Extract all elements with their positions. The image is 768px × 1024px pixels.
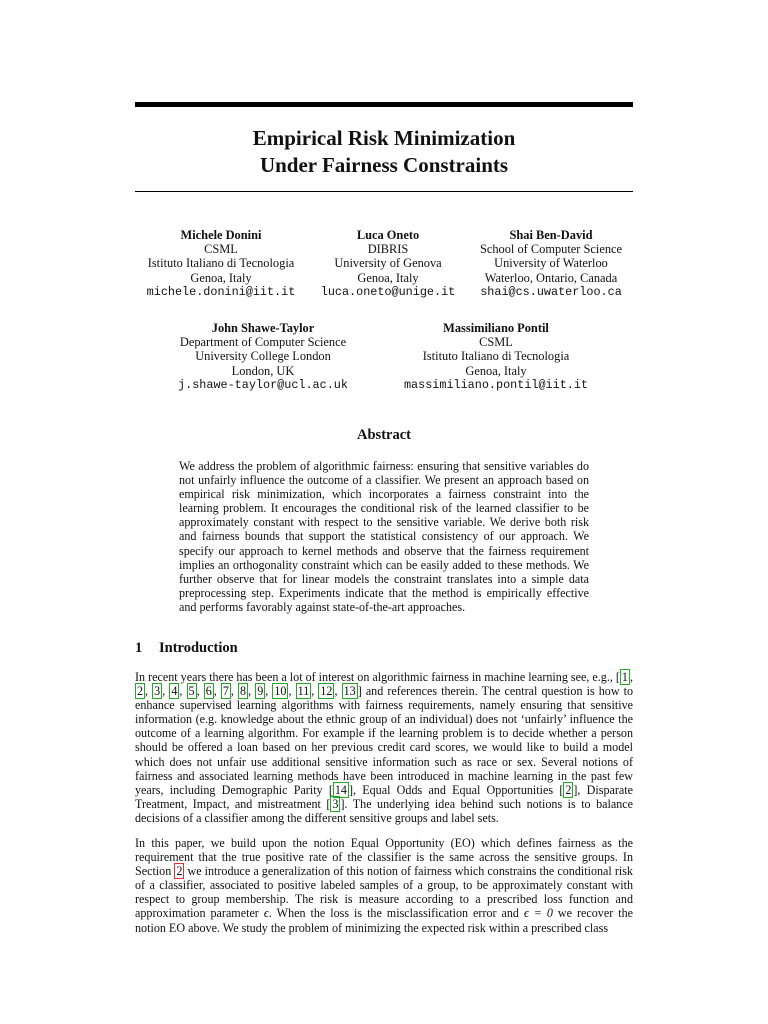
author-email: shai@cs.uwaterloo.ca xyxy=(480,284,622,299)
citation-link[interactable]: 13 xyxy=(343,684,356,699)
author-affiliation: CSML xyxy=(204,242,238,257)
author-affiliation: DIBRIS xyxy=(367,242,409,257)
author-block xyxy=(474,228,628,299)
math-equation: ϵ = 0 xyxy=(523,906,553,921)
paragraph-text: In recent years there has been a lot of interest on algorithmic fairness in machine learning see, e.g., xyxy=(135,670,616,684)
citation-link[interactable]: 6 xyxy=(205,684,212,699)
abstract-text: We address the problem of algorithmic fairness: ensuring that sensitive variables do not unfairly influence the outcome of a classifier. We present an approach based on empirical risk minimization, which incorporates a fairness constraint into the learning problem. It encourages the conditional risk of the learned classifier to be approximately constant with respect to the sensitive variable. We derive both risk and fairness bounds that support the statistical consistency of our approach. We specify our approach to kernel methods and observe that the fairness requirement implies an orthogonality constraint which can be easily added to these methods. We further observe that for linear models the constraint translates into a simple data preprocessing step. Experiments indicate that the method is empirically effective and performs favorably against state-of-the-art approaches. xyxy=(179,459,589,614)
title-bottom-rule xyxy=(135,191,633,192)
intro-paragraph-1: In recent years there has been a lot of interest on algorithmic fairness in machine learning see, e.g., [ 1 , 2 , 3 , 4 , 5 , 6 , 7 , 8 , 9 , 10 , 11 , 12 , 13 ] and references therein. The central question is how to enhance supervised learning algorithms with fairness requirements, namely ensuring that sensitive information (e.g. knowledge about the ethnic group of an individual) does not ‘unfairly’ influence the outcome of a learning algorithm. For example if the learning problem is to decide whether a person should be offered a loan based on her previous credit card scores, we would like to build a model which does not unfair use additional sensitive information such as race or sex. Several notions of fairness and associated learning methods have been introduced in machine learning in the past few years, including Demographic Parity [ 14 ], Equal Odds and Equal Opportunities [ 2 ], Disparate Treatment, Impact, and mistreatment [ 3 ]. The underlying idea behind such notions is to balance decisions of a classifier among the different sensitive groups and label sets. xyxy=(135,670,634,825)
paragraph-text: In this paper, we build upon the notion Equal Opportunity (EO) which defines fairness as the requirement that the true positive rate of the classifier is the same across the sensitive groups. In Section xyxy=(135,836,633,879)
citation-link[interactable]: 2 xyxy=(565,782,572,797)
citation-link[interactable]: 4 xyxy=(171,684,178,699)
section-heading xyxy=(135,640,238,657)
author-affiliation: Istituto Italiano di Tecnologia xyxy=(422,349,570,364)
math-epsilon: ϵ xyxy=(263,906,269,921)
author-email: michele.donini@iit.it xyxy=(146,284,296,299)
paragraph-text: we introduce a generalization of this notion of fairness which constrains the conditional risk of a classifier, associated to positive labeled samples of a group, to be approximately constant with respect to group membership. The risk is measure according to a prescribed loss function and approximation parameter xyxy=(135,864,633,921)
author-affiliation: University of Genova xyxy=(334,256,442,271)
citation-link[interactable]: 11 xyxy=(297,684,310,699)
section-number: 1 xyxy=(135,640,143,656)
author-block xyxy=(396,321,596,392)
title-line-1: Empirical Risk Minimization xyxy=(252,126,516,150)
author-email: massimiliano.pontil@iit.it xyxy=(403,377,589,392)
author-affiliation: University College London xyxy=(195,349,331,364)
author-affiliation: School of Computer Science xyxy=(479,242,623,257)
paragraph-text: we recover the notion EO above. We study the problem of minimizing the expected risk within a prescribed class xyxy=(135,906,633,935)
author-email: j.shawe-taylor@ucl.ac.uk xyxy=(178,377,348,392)
citation-link[interactable]: 8 xyxy=(240,684,247,699)
author-block xyxy=(146,228,296,299)
author-affiliation: Genoa, Italy xyxy=(357,270,419,285)
section-ref-link[interactable]: 2 xyxy=(176,864,183,879)
paper-title xyxy=(135,125,633,179)
author-block xyxy=(170,321,356,392)
section-title: Introduction xyxy=(159,640,238,656)
author-name: Michele Donini xyxy=(180,228,262,242)
citation-link[interactable]: 3 xyxy=(154,684,161,699)
citation-link[interactable]: 3 xyxy=(332,796,339,811)
author-name: John Shawe-Taylor xyxy=(211,321,315,335)
citation-link[interactable]: 12 xyxy=(320,684,333,699)
citation-link[interactable]: 5 xyxy=(188,684,195,699)
author-affiliation: Genoa, Italy xyxy=(190,270,252,285)
abstract-heading: Abstract xyxy=(357,427,411,443)
author-affiliation: University of Waterloo xyxy=(494,256,608,271)
author-affiliation: Waterloo, Ontario, Canada xyxy=(484,270,618,285)
author-affiliation: Department of Computer Science xyxy=(179,335,347,350)
citation-link[interactable]: 1 xyxy=(621,670,628,684)
title-top-rule xyxy=(135,102,633,107)
author-name: Massimiliano Pontil xyxy=(443,321,549,335)
author-name: Luca Oneto xyxy=(356,228,420,242)
citation-link[interactable]: 10 xyxy=(274,684,287,699)
paragraph-text: . The underlying idea behind such notions is to balance decisions of a classifier among the different sensitive groups and label sets. xyxy=(135,796,633,825)
author-affiliation: Istituto Italiano di Tecnologia xyxy=(147,256,295,271)
citation-link[interactable]: 2 xyxy=(137,684,144,699)
citation-link[interactable]: 7 xyxy=(222,684,229,699)
author-name: Shai Ben-David xyxy=(509,228,593,242)
paragraph-text: . When the loss is the misclassification error and xyxy=(268,906,524,921)
author-block xyxy=(312,228,464,299)
citation-link[interactable]: 14 xyxy=(334,782,347,797)
author-affiliation: Genoa, Italy xyxy=(465,363,527,378)
paragraph-text: , Equal Odds and Equal Opportunities xyxy=(353,782,560,797)
author-email: luca.oneto@unige.it xyxy=(320,284,456,299)
citation-link[interactable]: 9 xyxy=(257,684,264,699)
intro-paragraph-2 xyxy=(135,836,633,935)
paragraph-text: and references therein. The central question is how to enhance supervised learning algorithms with fairness requirements, namely ensuring that sensitive information (e.g. knowledge about the ethnic group of an individual) does not ‘unfairly’ influence the outcome of a learning algorithm. For example if the learning problem is to decide whether a person should be offered a loan based on her previous credit card scores, we would like to build a model which does not unfair use additional sensitive information such as race or sex. Several notions of fairness and associated learning methods have been introduced in machine learning in the past few years, including Demographic Parity xyxy=(135,684,634,797)
author-affiliation: CSML xyxy=(479,335,513,350)
author-affiliation: London, UK xyxy=(231,363,295,378)
title-line-2: Under Fairness Constraints xyxy=(259,153,509,177)
paragraph-text: , Disparate Treatment, Impact, and mistreatment xyxy=(135,782,634,811)
